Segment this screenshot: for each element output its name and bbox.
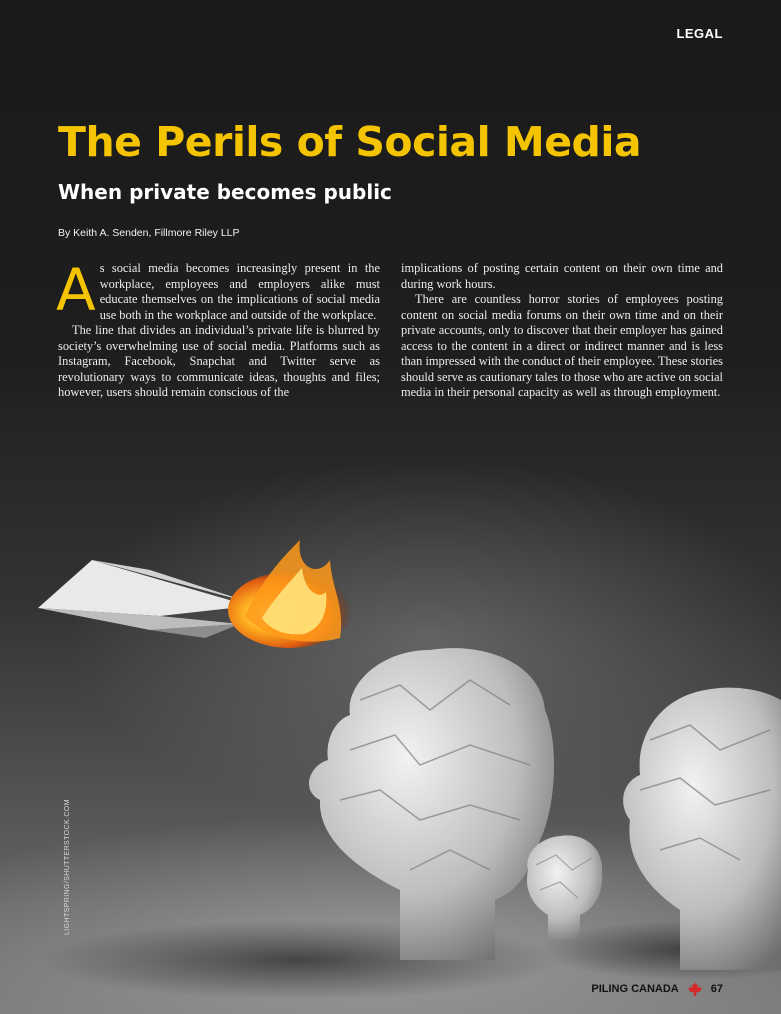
illustration [0,520,781,1014]
column-right [401,261,723,401]
crumpled-paper-head-large [309,648,554,960]
paragraph-1-text: s social media becomes increasingly present in the workplace, employees and employers alike must educate themselves on the implications of social media use both in the workplace and outside of the workplace. [99,261,380,322]
paper-plane-icon [38,560,255,638]
paragraph-4: There are countless horror stories of employees posting content on social media forums on their own time and on their private accounts, only to discover that their employer has gained access to the content in a direct or indirect manner and is less than impressed with the conduct of their employee. These stories should serve as cautionary tales to those who are active on social media in their personal capacity as well as through employment. [401,292,723,399]
page-footer [591,981,723,997]
paragraph-2: The line that divides an individual’s private life is blurred by society’s overwhelming use of social media. Platforms such as Instagram, Facebook, Snapchat and Twitter serve as revolutionary ways to communicate ideas, thoughts and files; however, users should remain conscious of the [58,323,380,399]
flame-icon [228,540,352,648]
photo-credit: LIGHTSPRING/SHUTTERSTOCK.COM [64,799,71,935]
maple-leaf-icon [687,981,703,997]
article-subtitle: When private becomes public [58,180,392,204]
drop-cap: A [56,256,96,324]
section-label: LEGAL [676,26,723,41]
paragraph-3: implications of posting certain content on their own time and during work hours. [401,261,723,291]
page-number: 67 [710,983,723,995]
column-left [56,256,380,401]
crumpled-paper-head-small [527,835,602,940]
article-title: The Perils of Social Media [58,118,642,166]
paragraph-1 [56,256,380,324]
byline: By Keith A. Senden, Fillmore Riley LLP [58,227,240,239]
publication-name: PILING CANADA [591,983,679,995]
